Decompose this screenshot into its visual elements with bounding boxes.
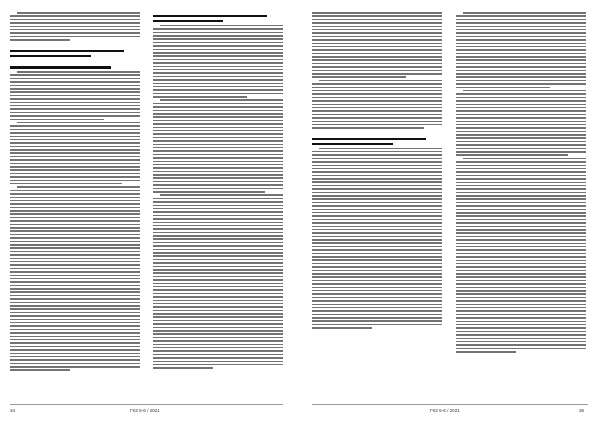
- paragraph: [10, 122, 140, 185]
- paragraph: [10, 71, 140, 120]
- journal-footer: ГКЗ 5-6 / 2021: [430, 408, 460, 413]
- paragraph: [456, 90, 586, 156]
- section-heading: [10, 50, 124, 52]
- paragraph: [456, 158, 586, 353]
- footer-rule: [312, 404, 588, 405]
- paragraph: [153, 194, 283, 368]
- paragraph: [456, 12, 586, 88]
- paragraph: [153, 25, 283, 98]
- paragraph: [312, 148, 442, 329]
- right-page: [300, 0, 600, 424]
- paragraph: [312, 80, 442, 129]
- journal-footer: ГКЗ 5-6 / 2021: [130, 408, 160, 413]
- subsection-heading: [312, 138, 426, 140]
- left-page-column-1: [10, 12, 140, 400]
- page-number: 34: [10, 408, 16, 413]
- paragraph: [10, 186, 140, 371]
- subsection-heading: [10, 66, 111, 68]
- left-page-column-2: [153, 12, 283, 400]
- footer-rule: [10, 404, 283, 405]
- paragraph: [312, 12, 442, 78]
- right-page-column-1: [312, 12, 442, 400]
- right-page-column-2: [456, 12, 586, 400]
- paragraph: [153, 99, 283, 192]
- paragraph: [10, 12, 140, 41]
- page-number: 35: [579, 408, 585, 413]
- subsection-heading: [153, 15, 267, 17]
